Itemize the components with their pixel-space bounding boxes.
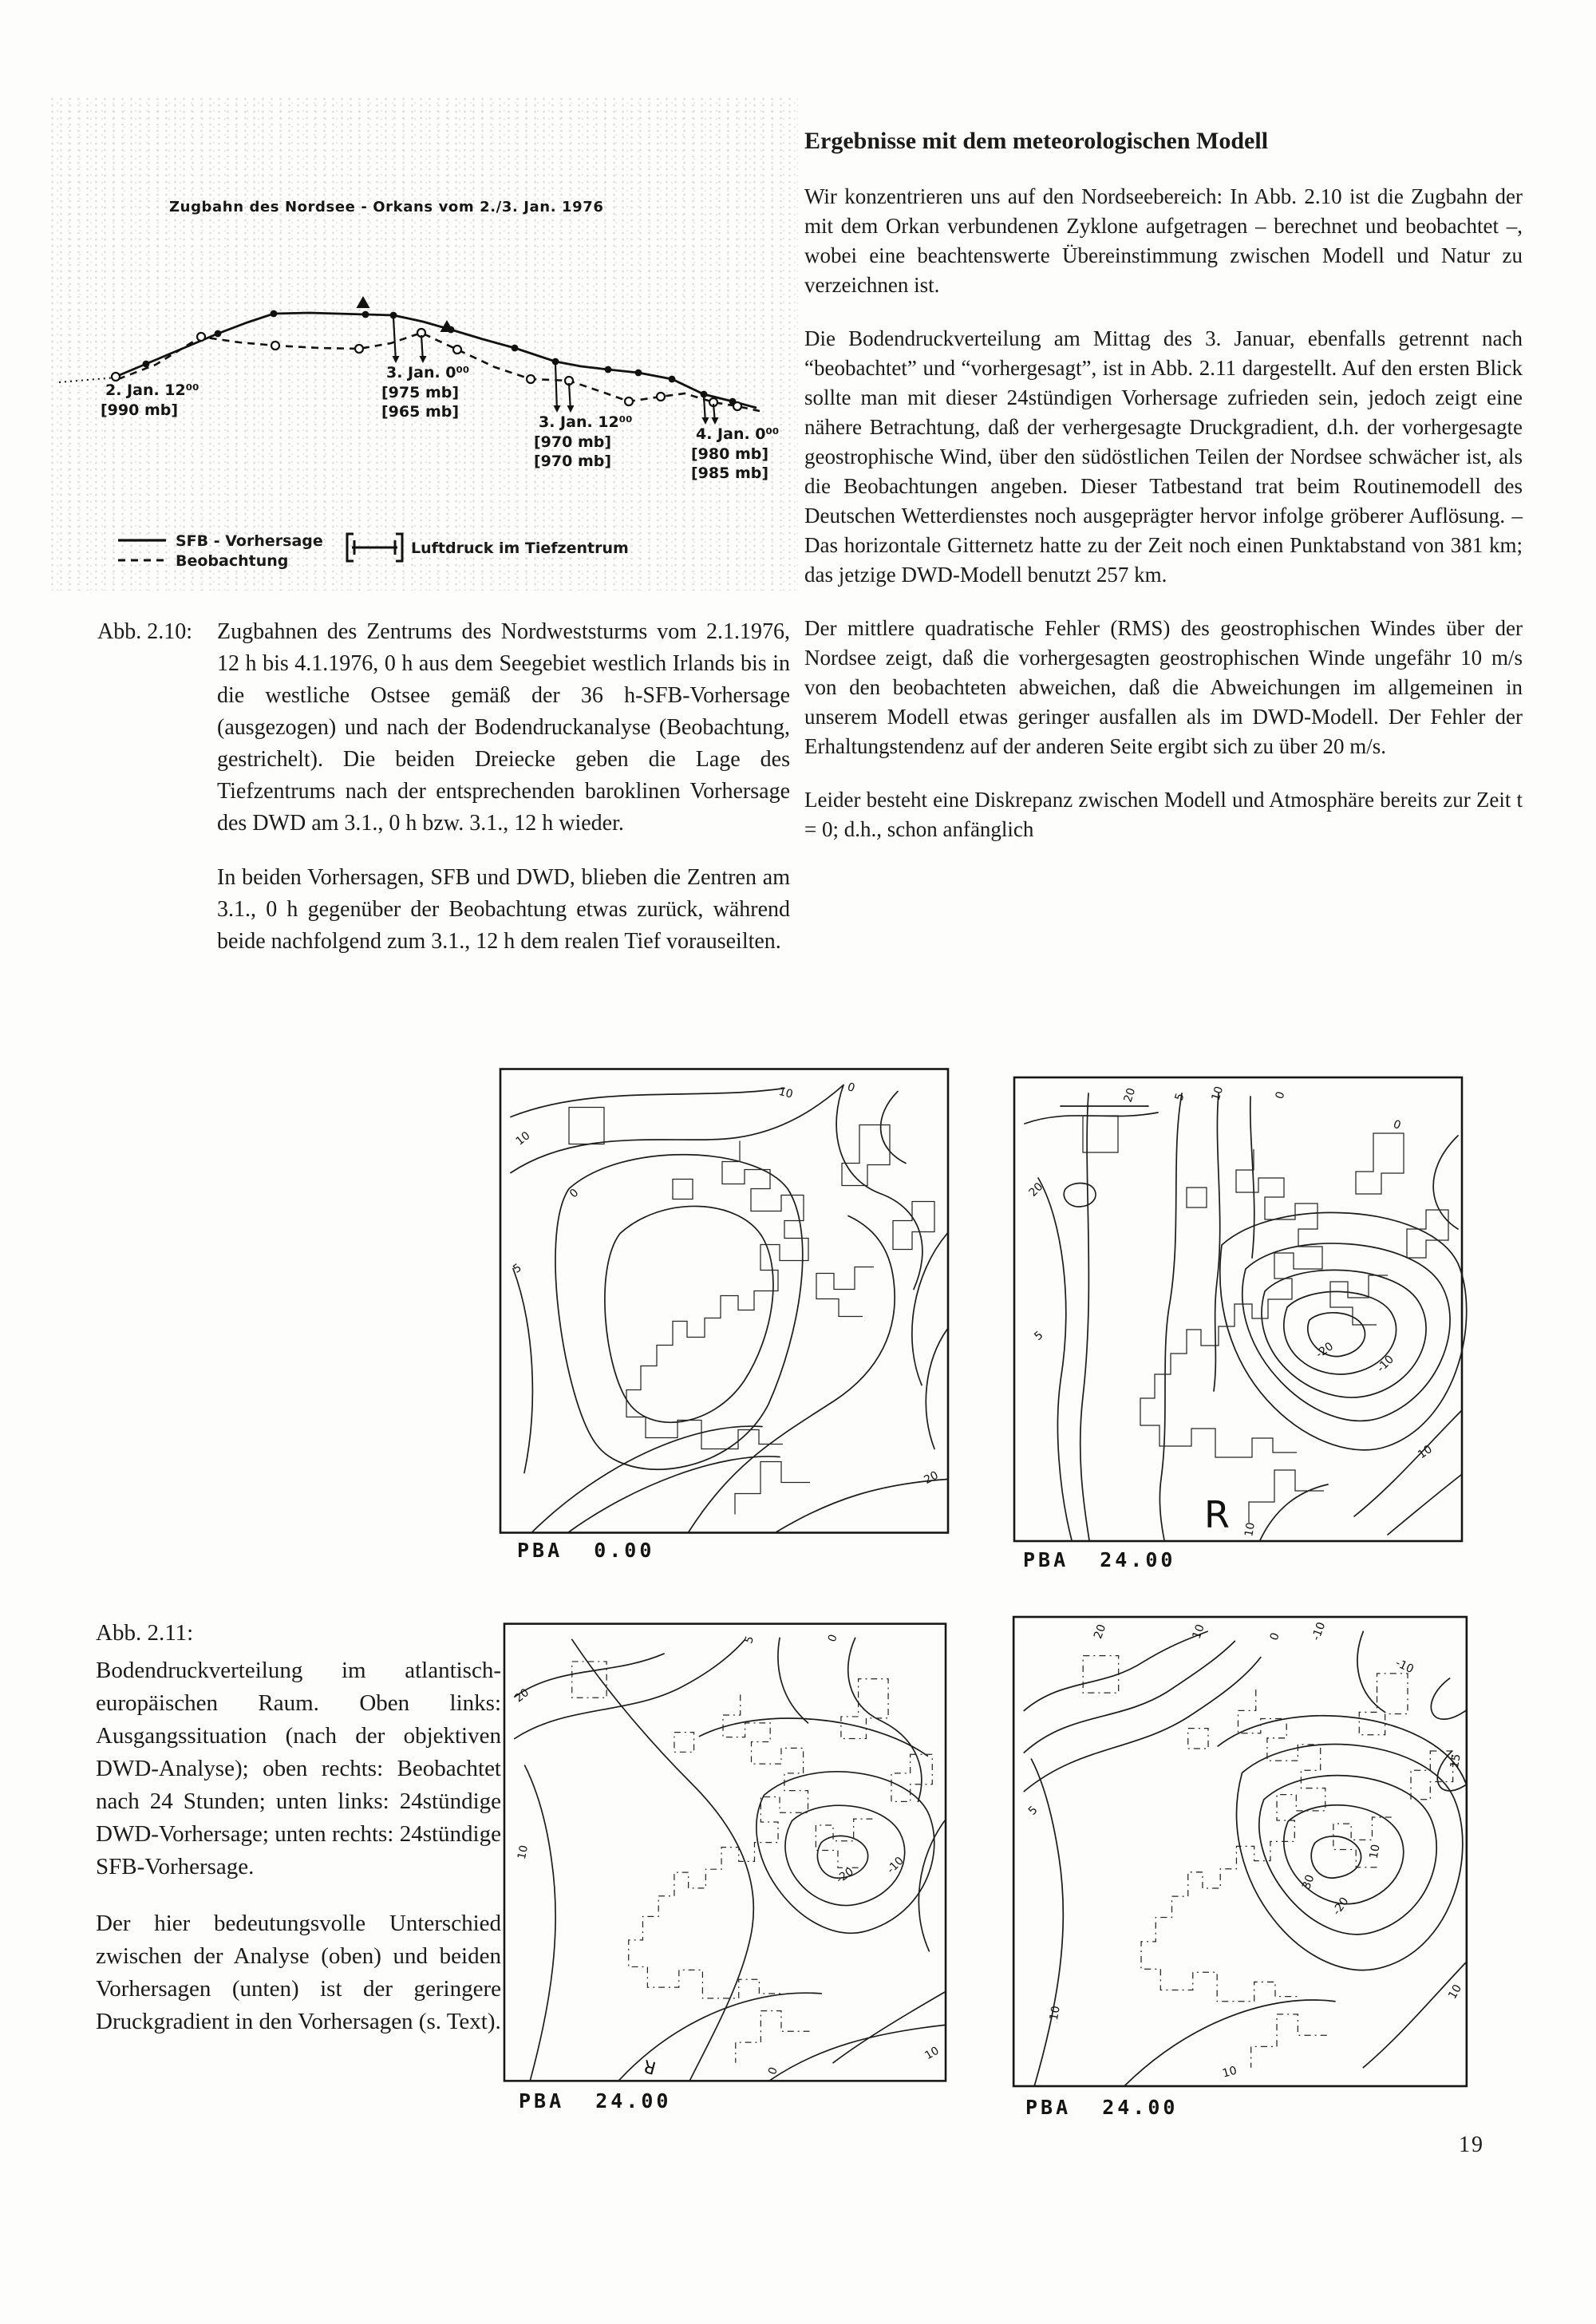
caption-abb-2-11-text-2: Der hier bedeutungsvolle Unterschied zwischen der Analyse (oben) und beiden Vorhersagen (unten) ist der geringere Druckgradient in den Vorhersagen (s. Text). (96, 1911, 501, 2034)
forecast-point-marker (635, 370, 642, 377)
panel-label-dwd-forecast: PBA 24.00 (519, 2089, 672, 2113)
pressure-map-analysis (499, 1067, 950, 1535)
contour-value-label: 20 (1121, 1086, 1139, 1105)
coastline (1083, 1656, 1452, 2068)
panel-label-sfb-forecast: PBA 24.00 (1025, 2096, 1179, 2119)
forecast-point-marker (271, 310, 278, 318)
contour-value-label: -10 (1310, 1620, 1329, 1642)
contour-value-label: 5 (511, 1261, 524, 1276)
contour-value-label: 5 (1172, 1091, 1187, 1103)
caption-abb-2-10-label: Abb. 2.10: (97, 619, 192, 644)
forecast-point-marker (729, 398, 737, 405)
results-column (804, 128, 1523, 868)
contour-value-label: -10 (1393, 1656, 1416, 1677)
contour-value-label: 0 (567, 1186, 582, 1201)
observed-point-marker (197, 333, 205, 341)
paragraph-results-3: Der mittlere quadratische Fehler (RMS) des geostrophischen Windes über der Nordsee zeigt, daß die vorhergesagten geostrophischen Winde ungefähr 10 m/s von den beobachteten abweichen, daß die Abweichungen im allgemeinen in unserem Modell etwas geringer ausfallen als im DWD-Modell. Der Fehler der Erhaltungstendenz auf der anderen Seite ergibt sich zu über 20 m/s. (804, 616, 1523, 758)
section-heading: Ergebnisse mit dem meteorologischen Modell (804, 128, 1269, 154)
contour-value-label: R (1204, 1493, 1230, 1536)
track-time-label: 3. Jan. 0⁰⁰ (386, 364, 470, 381)
track-time-label: 4. Jan. 0⁰⁰ (696, 425, 780, 443)
isobars (1024, 1631, 1466, 2085)
dwd-triangle-marker (357, 296, 370, 308)
pressure-arrowhead (554, 405, 561, 413)
track-pressure-label: [970 mb] (534, 433, 612, 451)
contour-value-label: -10 (884, 1854, 907, 1876)
contour-value-label: 10 (777, 1085, 795, 1101)
pressure-arrowhead (420, 356, 427, 363)
observed-point-marker (453, 346, 461, 354)
caption-abb-2-11-text-1: Bodendruckverteilung im atlantisch-europäischen Raum. Oben links: Ausgangssituation (nach der objektiven DWD-Analyse); oben rechts: Beobachtet nach 24 Stunden; unten links: 24stündige DWD-Vorhersage; unten rechts: 24stündige SFB-Vorhersage. (96, 1658, 501, 1879)
contour-value-label: -20 (1330, 1895, 1352, 1918)
contour-value-label: 20 (1026, 1180, 1046, 1200)
panel-label-analysis: PBA 0.00 (517, 1539, 655, 1562)
caption-abb-2-10-text-1: Zugbahnen des Zentrums des Nordweststurms vom 2.1.1976, 12 h bis 4.1.1976, 0 h aus dem Seegebiet westlich Irlands bis in die westliche Ostsee gemäß der 36 h-SFB-Vorhersage (ausgezogen) und nach der Bodendruckanalyse (Beobachtung, gestrichelt). Die beiden Dreiecke geben die Lage des Tiefzentrums nach der entsprechenden baroklinen Vorhersage des DWD am 3.1., 0 h bzw. 3.1., 12 h wieder. (217, 619, 790, 836)
track-time-label: 3. Jan. 12⁰⁰ (539, 413, 633, 431)
caption-abb-2-11 (96, 1617, 501, 2038)
isobars (515, 1638, 945, 2080)
pressure-arrowhead (567, 405, 575, 413)
contour-value-label: 20 (1092, 1622, 1109, 1641)
contour-value-label: 20 (512, 1686, 532, 1705)
contour-value-label: 10 (1367, 1843, 1383, 1860)
contour-value-label: 0 (845, 1081, 857, 1096)
contour-value-label: 0 (1273, 1089, 1288, 1101)
contour-value-label: 10 (1416, 1442, 1435, 1462)
page-number: 19 (1459, 2132, 1484, 2157)
legend-solid-label: SFB - Vorhersage (176, 532, 323, 550)
contour-value-label: R (641, 2055, 658, 2078)
isobars (1025, 1093, 1467, 1540)
track-pressure-label: [980 mb] (691, 445, 769, 463)
observed-point-marker (271, 342, 279, 350)
contour-value-label: -20 (1314, 1340, 1337, 1362)
contour-value-label: 30 (1300, 1873, 1317, 1891)
track-pressure-label: [990 mb] (101, 401, 179, 419)
forecast-point-marker (512, 345, 519, 352)
track-dynamic-layer (101, 296, 779, 482)
legend-bracket-symbol (347, 534, 402, 561)
contour-value-label: 0 (825, 1632, 840, 1644)
legend-dashed-label: Beobachtung (176, 552, 289, 570)
contour-value-label: -20 (834, 1865, 856, 1887)
coastline (572, 1662, 933, 2063)
figure-storm-track (48, 68, 798, 634)
observed-point-marker (625, 397, 633, 405)
figure-title: Zugbahn des Nordsee - Orkans vom 2./3. Jan. 1976 (169, 199, 604, 215)
contour-value-label: -10 (1374, 1353, 1397, 1375)
pressure-arrow (393, 318, 396, 362)
forecast-point-marker (362, 311, 369, 318)
paragraph-results-1: Wir konzentrieren uns auf den Nordseebereich: In Abb. 2.10 ist die Zugbahn der mit dem Orkan verbundenen Zyklone aufgetragen – berechnet und beobachtet –, wobei eine beachtenswerte Übereinstimmung zwischen Modell und Natur zu verzeichnen ist. (804, 184, 1523, 297)
track-pressure-label: [985 mb] (691, 464, 769, 482)
pressure-arrow (555, 364, 557, 411)
paragraph-results-2: Die Bodendruckverteilung am Mittag des 3. Januar, ebenfalls getrennt nach “beobachtet” und “vorhergesagt”, ist in Abb. 2.11 dargestellt. Auf den ersten Blick sollte man mit dieser 24stündigen Vorhersage zufrieden sein, jedoch zeigt eine nähere Betrachtung, daß der verhergesagte Druckgradient, d.h. der vorhergesagte geostrophische Wind, über den südöstlichen Teilen der Nordsee schwächer ist, als die Beobachtungen angeben. Dieser Tatbestand trat beim Routinemodell des Deutschen Wetterdienstes noch ausgeprägter hervor infolge gröberer Auflösung. – Das horizontale Gitternetz hatte zu der Zeit noch einen Punktabstand von 381 km; das jetzige DWD-Modell benutzt 257 km. (804, 326, 1523, 587)
contour-value-label: 5 (1025, 1804, 1041, 1818)
forecast-point-marker (669, 376, 676, 383)
contour-value-label: 10 (513, 1129, 533, 1148)
contour-value-label: 10 (1242, 1521, 1258, 1538)
contour-value-label: 5 (742, 1634, 757, 1646)
panel-label-observed: PBA 24.00 (1023, 1548, 1176, 1571)
contour-value-label: 10 (922, 2044, 942, 2063)
contour-value-label: 15 (1448, 1753, 1464, 1769)
track-pressure-label: [970 mb] (534, 453, 612, 470)
figure-legend (118, 532, 629, 570)
pressure-arrowhead (393, 356, 400, 363)
contour-value-label: 0 (765, 2065, 780, 2077)
contour-value-label: 10 (1209, 1085, 1227, 1103)
contour-value-label: 5 (1032, 1329, 1046, 1344)
forecast-point-marker (143, 361, 150, 368)
forecast-point-marker (605, 366, 612, 374)
pressure-arrowhead (702, 417, 709, 425)
caption-abb-2-10-text-2: In beiden Vorhersagen, SFB und DWD, blieben die Zentren am 3.1., 0 h gegenüber der Beobachtung etwas zurück, während beide nachfolgend zum 3.1., 12 h dem realen Tief vorauseilten. (217, 865, 790, 954)
paragraph-results-4: Leider besteht eine Diskrepanz zwischen Modell und Atmosphäre bereits zur Zeit t = 0; d.h., schon anfänglich (804, 788, 1523, 841)
observed-point-marker (112, 373, 120, 381)
track-pressure-label: [975 mb] (381, 384, 460, 401)
observed-point-marker (355, 345, 363, 353)
contour-value-label: 10 (1047, 2005, 1063, 2022)
contour-panel-bottom-left (503, 1620, 947, 2085)
pressure-map-dwd-forecast (503, 1620, 947, 2085)
observed-point-marker (527, 375, 535, 383)
pressure-map-sfb-forecast (999, 1615, 1481, 2088)
coastline (569, 1108, 934, 1515)
pressure-map-observed (1000, 1076, 1476, 1543)
contour-panel-bottom-right (999, 1615, 1481, 2088)
contour-value-label: 20 (922, 1468, 941, 1488)
coastline (1083, 1116, 1448, 1523)
caption-abb-2-11-label: Abb. 2.11: (96, 1620, 194, 1646)
contour-value-label: 10 (1446, 1982, 1465, 2002)
contour-value-label: 10 (515, 1844, 531, 1861)
legend-bracket-label: Luftdruck im Tiefzentrum (411, 540, 629, 557)
isobars (511, 1085, 947, 1532)
track-pressure-label: [965 mb] (381, 403, 460, 421)
contour-value-label: 0 (1267, 1630, 1282, 1642)
observed-point-marker (657, 393, 665, 401)
track-time-label: 2. Jan. 12⁰⁰ (105, 381, 200, 399)
contour-panel-top-left (499, 1067, 950, 1535)
forecast-point-marker (215, 330, 222, 338)
contour-panel-top-right (1000, 1076, 1476, 1543)
pressure-arrowhead (712, 417, 719, 425)
contour-value-label: 10 (1190, 1622, 1207, 1641)
caption-abb-2-10 (97, 616, 790, 958)
storm-track-map (48, 68, 798, 634)
contour-value-label: 10 (1221, 2064, 1238, 2081)
contour-value-label: 0 (1391, 1117, 1403, 1132)
